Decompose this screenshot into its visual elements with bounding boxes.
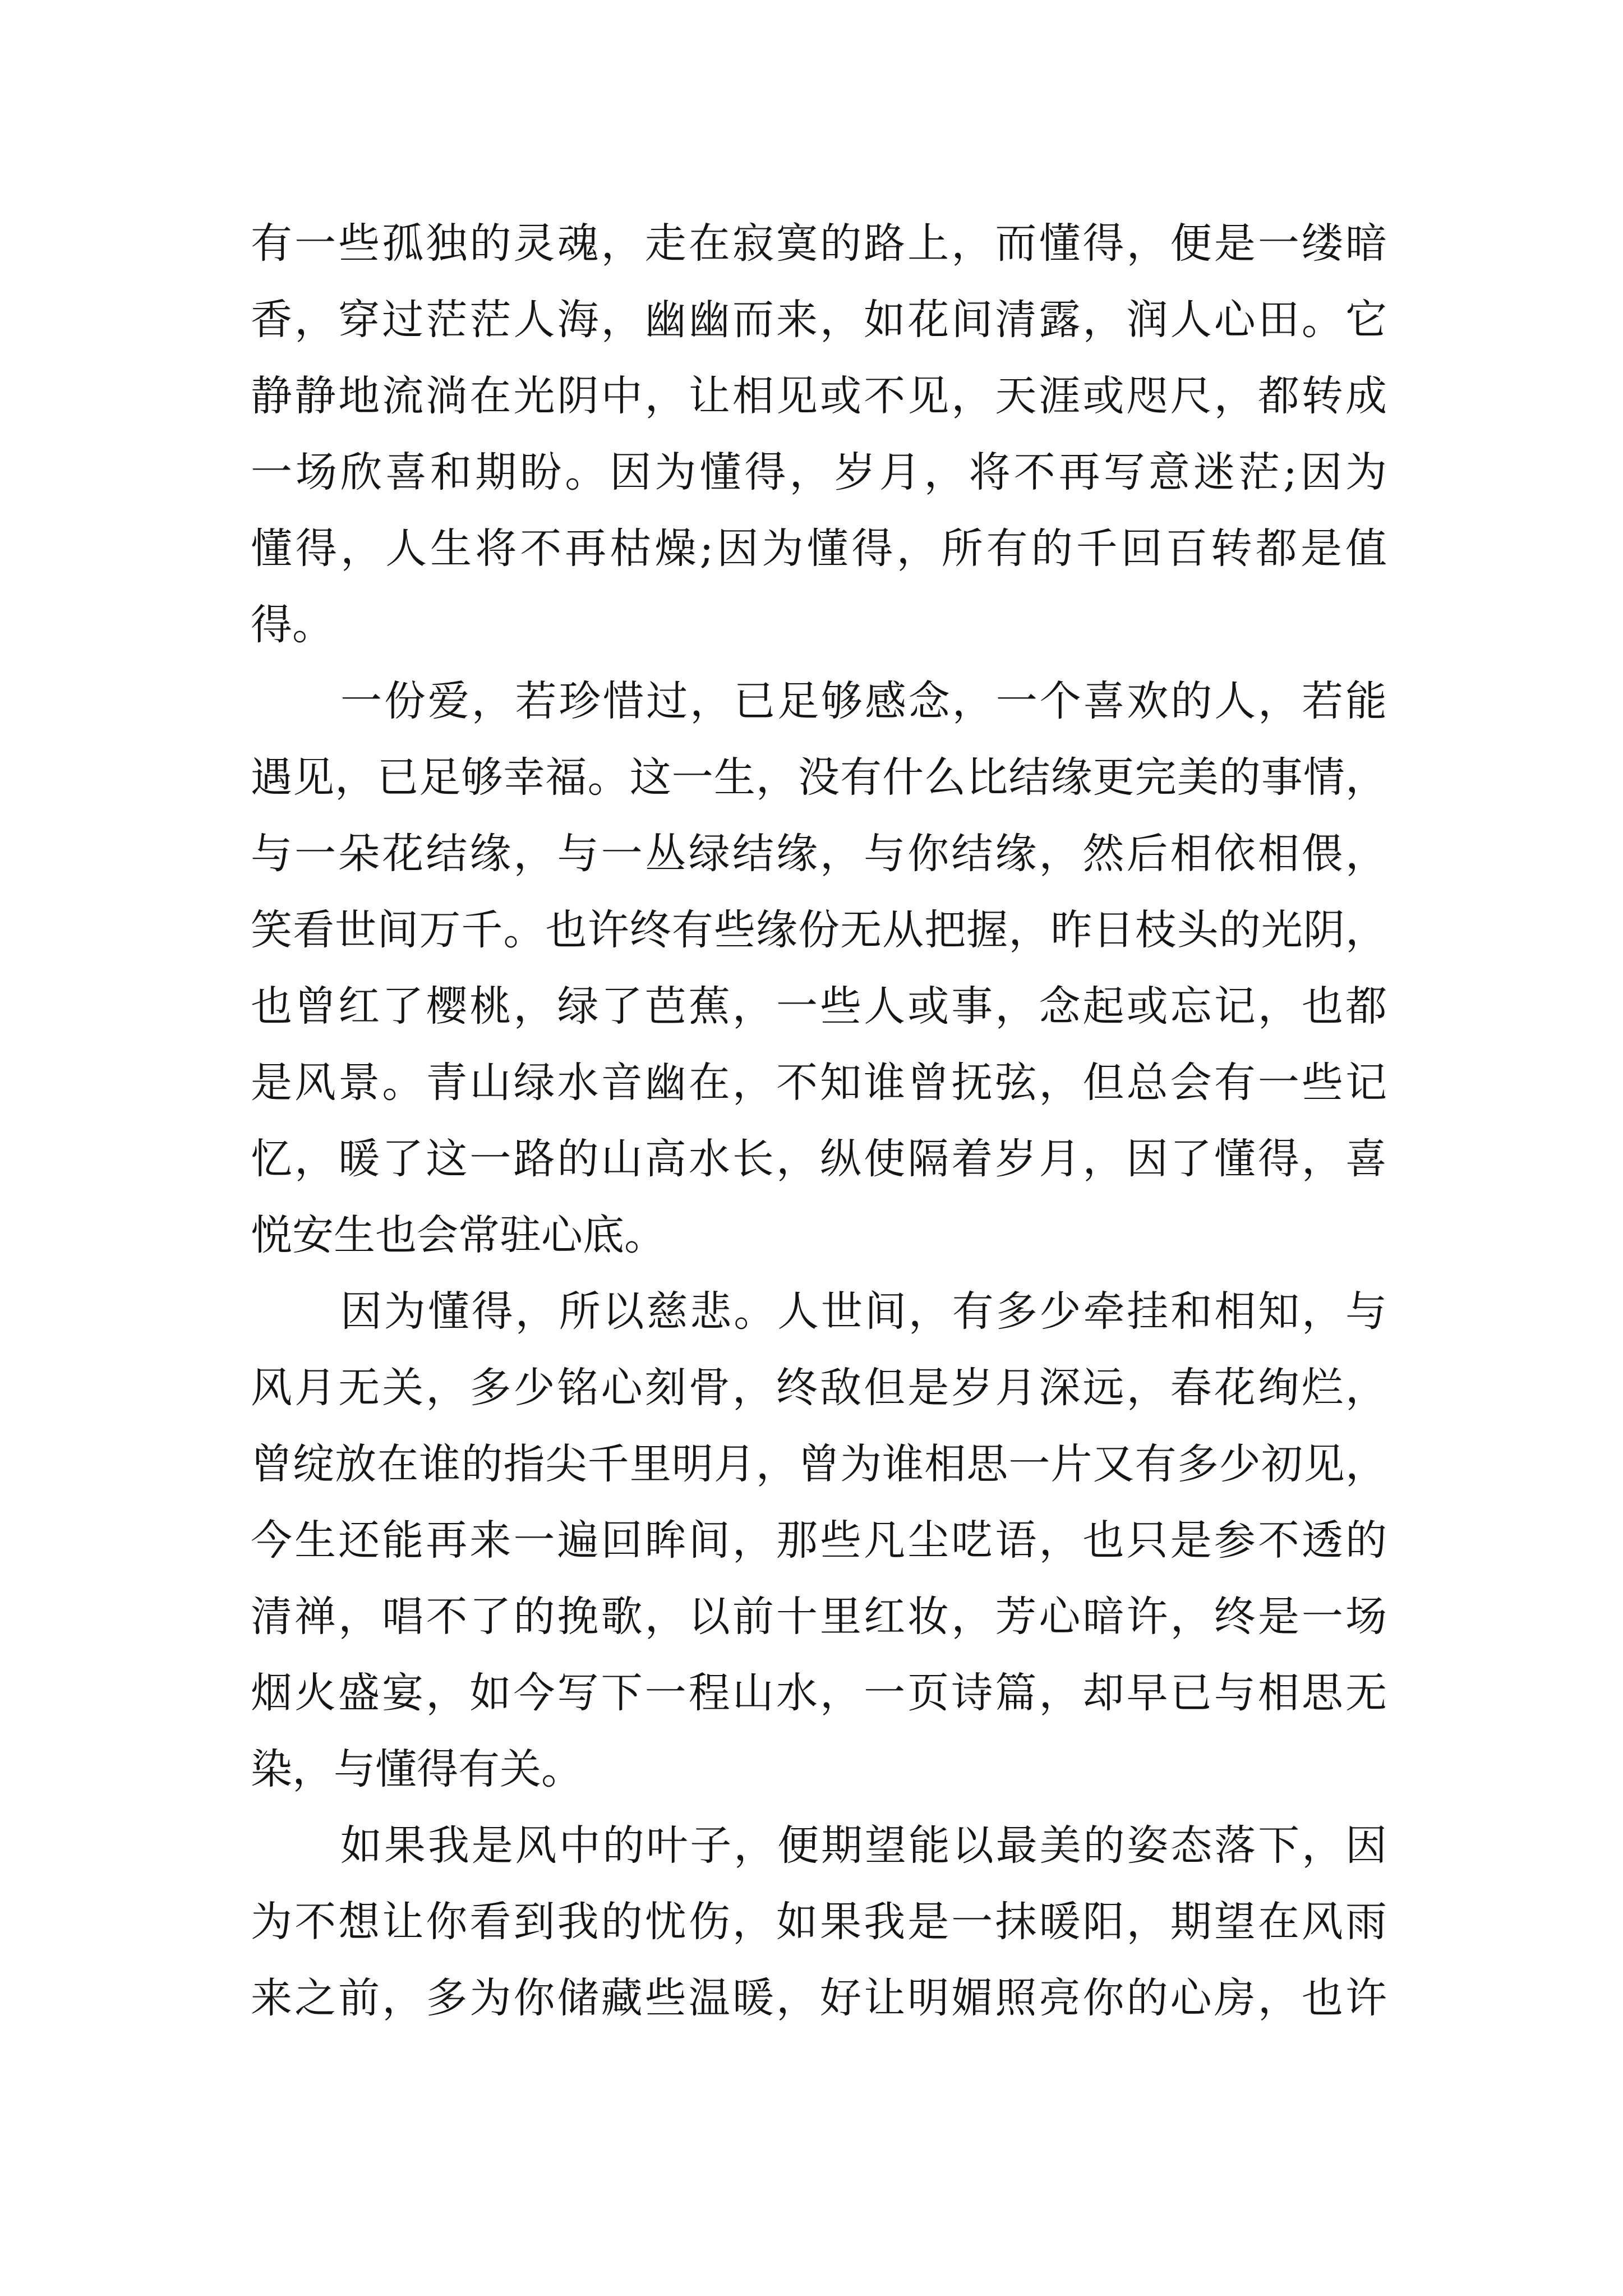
paragraph-4-line-3: 来之前，多为你储藏些温暖，好让明媚照亮你的心房，也许 [251,1974,1387,2022]
paragraph-2-line-1: 一份爱，若珍惜过，已足够感念，一个喜欢的人，若能 [340,677,1387,725]
paragraph-2-line-3: 与一朵花结缘，与一丛绿结缘，与你结缘，然后相依相偎， [251,830,1387,878]
paragraph-2-line-8: 悦安生也会常驻心底。 [251,1211,666,1259]
paragraph-1-line-5: 懂得，人生将不再枯燥;因为懂得，所有的千回百转都是值 [251,524,1387,573]
paragraph-3-line-4: 今生还能再来一遍回眸间，那些凡尘呓语，也只是参不透的 [251,1516,1387,1565]
paragraph-3-line-1: 因为懂得，所以慈悲。人世间，有多少牵挂和相知，与 [340,1287,1387,1336]
paragraph-2-line-6: 是风景。青山绿水音幽在，不知谁曾抚弦，但总会有一些记 [251,1059,1387,1107]
paragraph-3 [251,1273,1387,1807]
paragraph-4-line-2: 为不想让你看到我的忧伤，如果我是一抹暖阳，期望在风雨 [251,1898,1387,1946]
paragraph-3-line-6: 烟火盛宴，如今写下一程山水，一页诗篇，却早已与相思无 [251,1669,1387,1717]
paragraph-2-line-5: 也曾红了樱桃，绿了芭蕉，一些人或事，念起或忘记，也都 [251,982,1387,1030]
paragraph-3-line-2: 风月无关，多少铭心刻骨，终敌但是岁月深远，春花绚烂， [251,1364,1387,1412]
paragraph-1-line-2: 香，穿过茫茫人海，幽幽而来，如花间清露，润人心田。它 [251,296,1387,344]
paragraph-1 [251,205,1387,663]
paragraph-1-line-4: 一场欣喜和期盼。因为懂得，岁月，将不再写意迷茫;因为 [251,448,1387,496]
paragraph-2-line-2: 遇见，已足够幸福。这一生，没有什么比结缘更完美的事情， [251,753,1387,802]
paragraph-3-line-3: 曾绽放在谁的指尖千里明月，曾为谁相思一片又有多少初见， [251,1440,1387,1488]
paragraph-2-line-7: 忆，暖了这一路的山高水长，纵使隔着岁月，因了懂得，喜 [251,1135,1387,1183]
paragraph-3-line-7: 染，与懂得有关。 [251,1745,583,1793]
paragraph-4-line-1: 如果我是风中的叶子，便期望能以最美的姿态落下，因 [340,1821,1387,1870]
paragraph-2-line-4: 笑看世间万千。也许终有些缘份无从把握，昨日枝头的光阴， [251,906,1387,954]
paragraph-4 [251,1807,1387,2036]
paragraph-1-line-3: 静静地流淌在光阴中，让相见或不见，天涯或咫尺，都转成 [251,372,1387,420]
paragraph-1-line-6: 得。 [251,601,334,649]
paragraph-3-line-5: 清禅，唱不了的挽歌，以前十里红妆，芳心暗许，终是一场 [251,1593,1387,1641]
paragraph-1-line-1: 有一些孤独的灵魂，走在寂寞的路上，而懂得，便是一缕暗 [251,219,1387,268]
paragraph-2 [251,663,1387,1273]
body-text [251,205,1387,2036]
